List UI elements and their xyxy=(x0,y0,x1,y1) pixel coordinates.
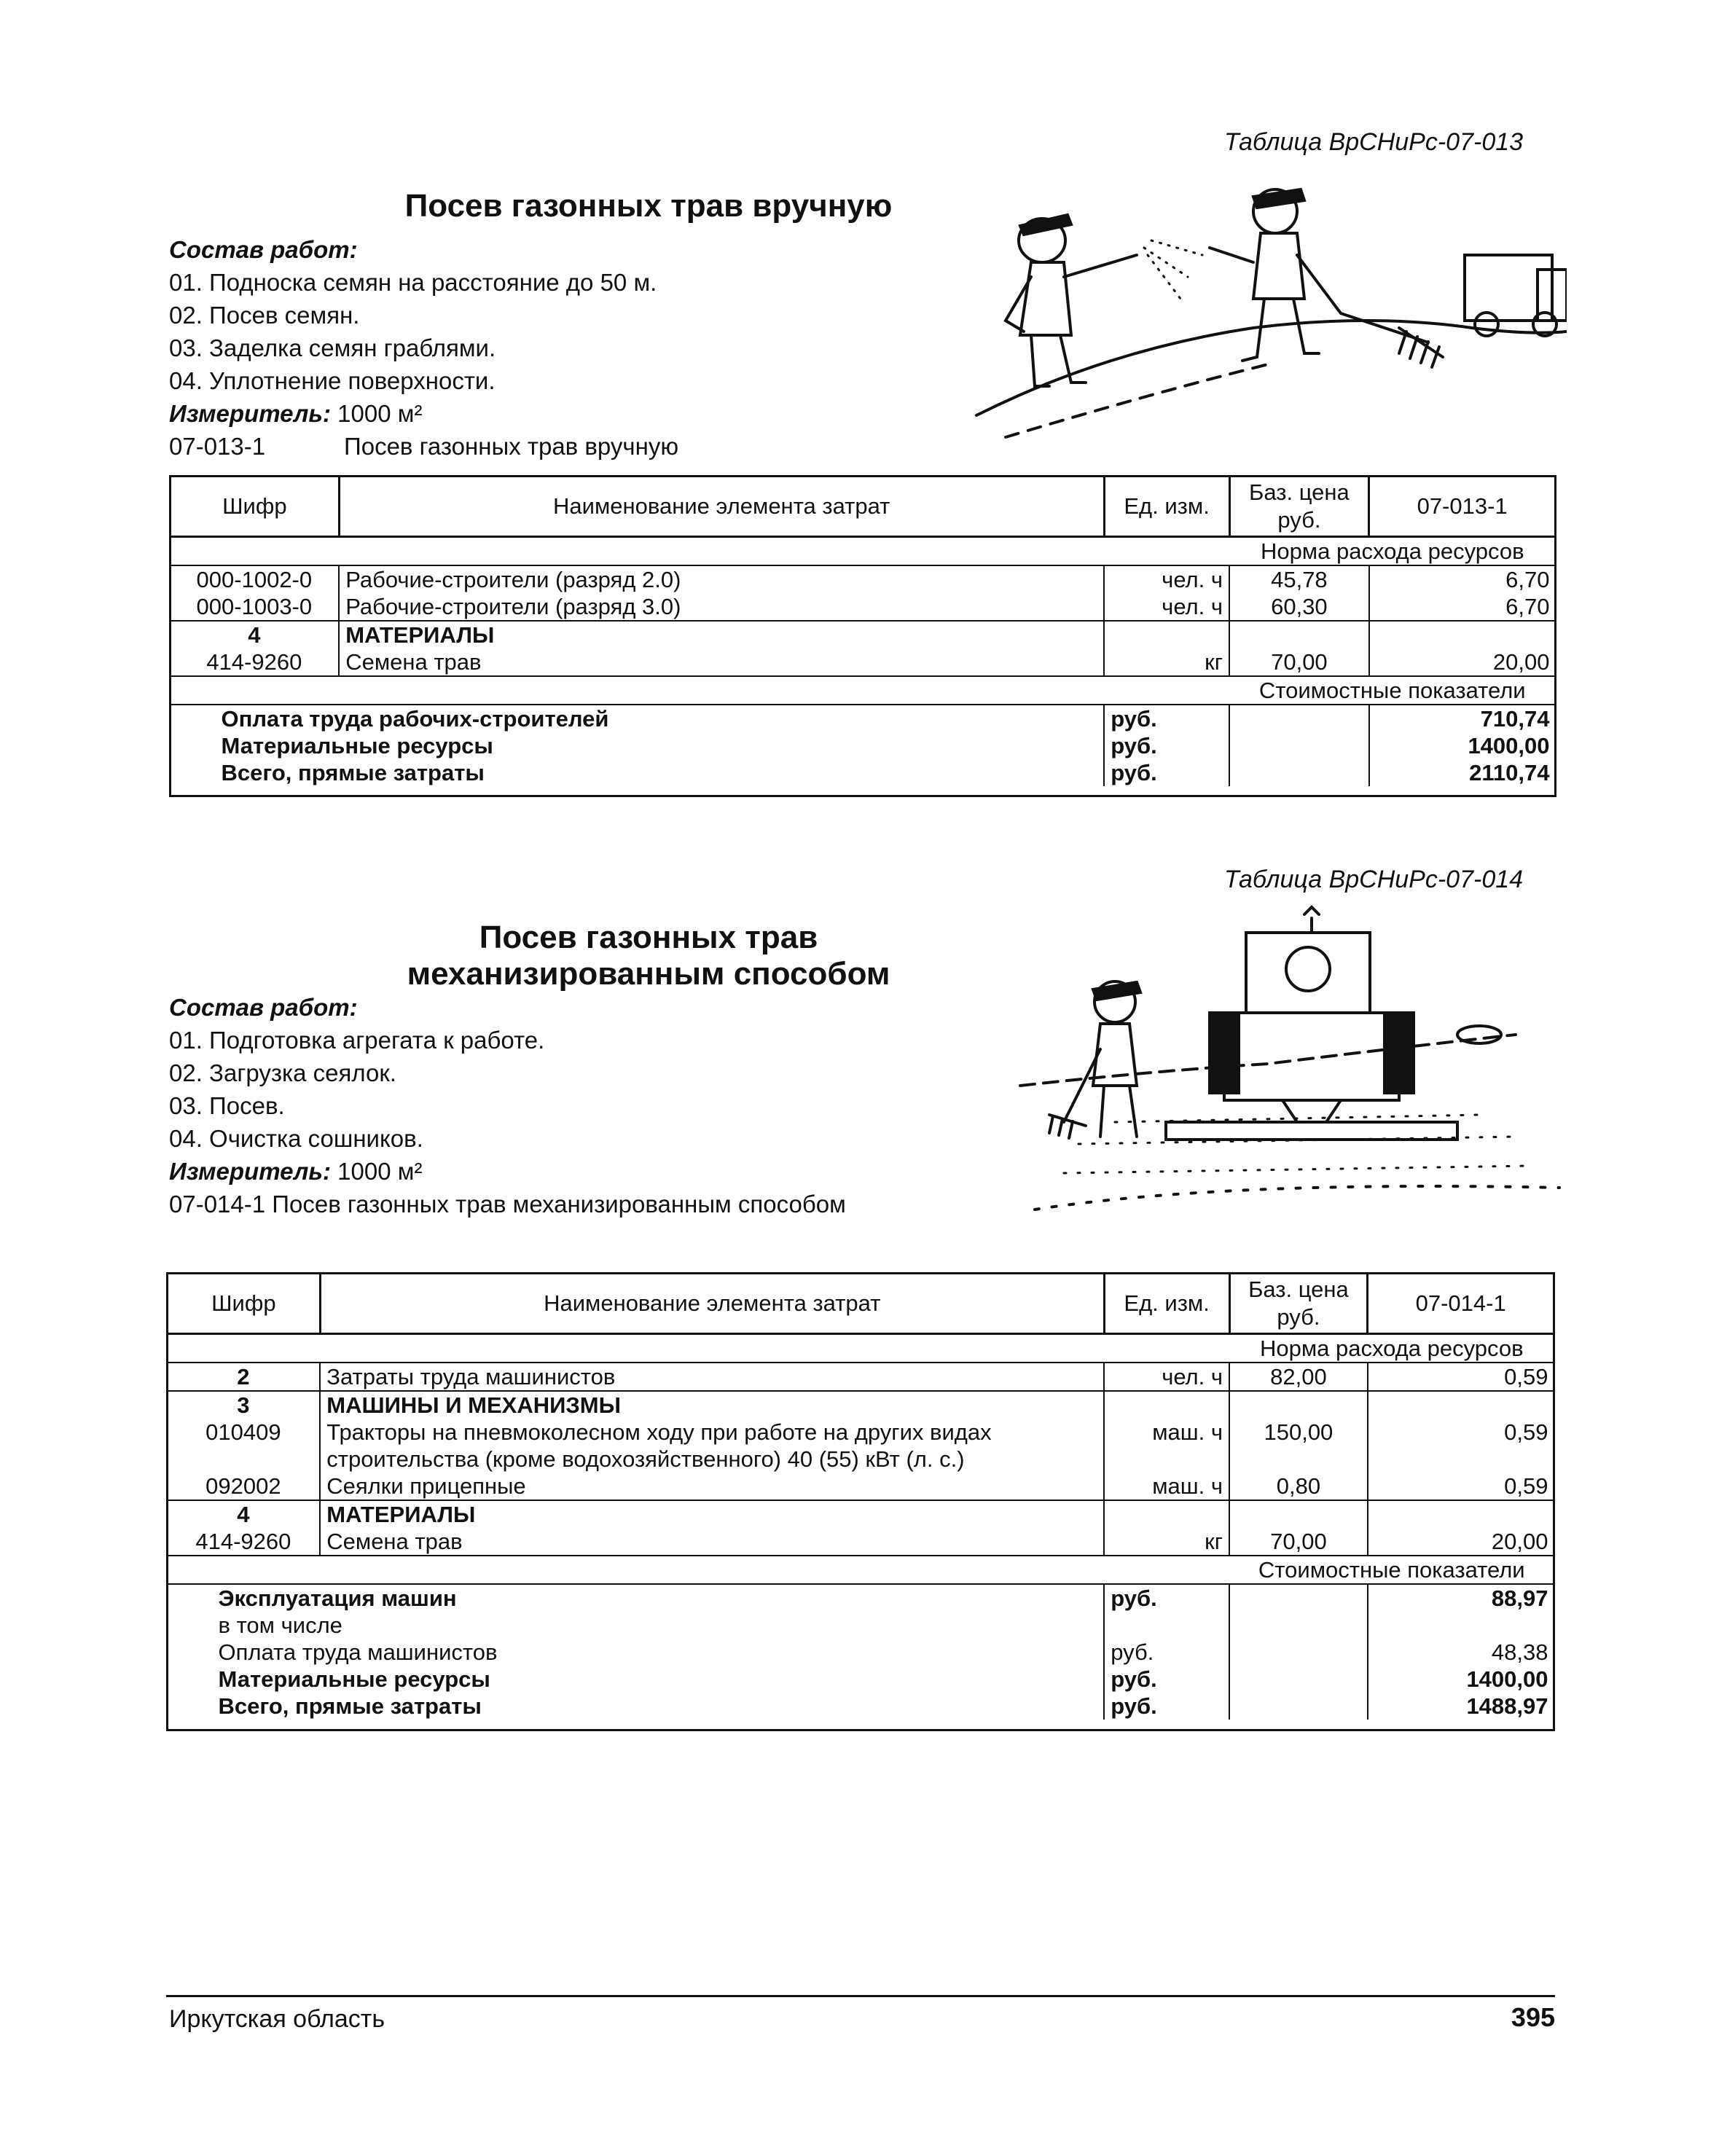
table-row: 414-9260 Семена трав кг 70,00 20,00 xyxy=(168,1528,1554,1556)
footer-rule xyxy=(166,1995,1555,1997)
total-row: в том числе xyxy=(168,1612,1554,1639)
work-item: 02. Загрузка сеялок. xyxy=(169,1059,396,1086)
code-line: 07-013-1 Посев газонных трав вручную xyxy=(169,433,679,460)
table-row: 000-1002-0 Рабочие-строители (разряд 2.0) чел. ч 45,78 6,70 xyxy=(171,565,1556,593)
table-row: 092002 Сеялки прицепные маш. ч 0,80 0,59 xyxy=(168,1473,1554,1500)
table-caption-2: Таблица ВрСНиРс-07-014 xyxy=(1224,866,1524,893)
total-row: Материальные ресурсы руб. 1400,00 xyxy=(168,1666,1554,1693)
cost-row: Стоимостные показатели xyxy=(168,1556,1554,1584)
col-shifr: Шифр xyxy=(168,1274,321,1334)
col-price: Баз. цена руб. xyxy=(1229,1274,1368,1334)
total-row: Оплата труда машинистов руб. 48,38 xyxy=(168,1639,1554,1666)
work-label: Состав работ: xyxy=(169,994,358,1021)
work-item: 04. Уплотнение поверхности. xyxy=(169,367,496,394)
footer-region: Иркутская область xyxy=(169,2005,385,2033)
table-row: 000-1003-0 Рабочие-строители (разряд 3.0) чел. ч 60,30 6,70 xyxy=(171,593,1556,621)
work-item: 02. Посев семян. xyxy=(169,302,360,329)
page-number: 395 xyxy=(1511,2002,1555,2032)
table-row: 414-9260 Семена трав кг 70,00 20,00 xyxy=(171,648,1556,676)
illustration-sowing-manual xyxy=(962,175,1567,452)
measure-line: Измеритель: 1000 м² xyxy=(169,400,423,427)
work-item: 01. Подготовка агрегата к работе. xyxy=(169,1027,545,1054)
table-row: 010409 Тракторы на пневмоколесном ходу при работе на других видах строительства (кроме водохозяйственного) 40 (55) кВт (л. с.) маш. ч 150,00 0,59 xyxy=(168,1419,1554,1473)
work-item: 03. Посев. xyxy=(169,1092,285,1119)
total-row: Эксплуатация машин руб. 88,97 xyxy=(168,1584,1554,1612)
col-unit: Ед. изм. xyxy=(1104,477,1229,537)
col-unit: Ед. изм. xyxy=(1104,1274,1229,1334)
cost-row: Стоимостные показатели xyxy=(171,676,1556,705)
table-header xyxy=(168,1274,1554,1334)
work-item: 01. Подноска семян на расстояние до 50 м. xyxy=(169,269,657,296)
measure-line: Измеритель: 1000 м² xyxy=(169,1158,423,1185)
col-code: 07-013-1 xyxy=(1369,477,1556,537)
table-row: 2 Затраты труда машинистов чел. ч 82,00 0,59 xyxy=(168,1363,1554,1391)
work-block-2 xyxy=(169,991,971,1220)
code-line: 07-014-1 Посев газонных трав механизированным способом xyxy=(169,1191,846,1218)
total-row: Оплата труда рабочих-строителей руб. 710,74 xyxy=(171,705,1556,732)
table-row: 3 МАШИНЫ И МЕХАНИЗМЫ xyxy=(168,1391,1554,1419)
work-item: 03. Заделка семян граблями. xyxy=(169,334,496,361)
work-label: Состав работ: xyxy=(169,236,358,263)
col-code: 07-014-1 xyxy=(1368,1274,1554,1334)
title-line: Посев газонных трав xyxy=(479,920,818,955)
norm-row: Норма расхода ресурсов xyxy=(168,1334,1554,1363)
total-row: Материальные ресурсы руб. 1400,00 xyxy=(171,732,1556,759)
col-shifr: Шифр xyxy=(171,477,340,537)
table-header xyxy=(171,477,1556,537)
section-title-1: Посев газонных трав вручную xyxy=(404,188,893,224)
section-title-2 xyxy=(364,920,933,992)
col-price: Баз. цена руб. xyxy=(1229,477,1369,537)
col-name: Наименование элемента затрат xyxy=(320,1274,1104,1334)
norm-row: Норма расхода ресурсов xyxy=(171,537,1556,566)
resource-table-1 xyxy=(169,475,1556,786)
table-row: 4 МАТЕРИАЛЫ xyxy=(168,1500,1554,1528)
total-row: Всего, прямые затраты руб. 1488,97 xyxy=(168,1693,1554,1720)
total-row: Всего, прямые затраты руб. 2110,74 xyxy=(171,759,1556,786)
table-row: 4 МАТЕРИАЛЫ xyxy=(171,621,1556,648)
col-name: Наименование элемента затрат xyxy=(339,477,1104,537)
table-caption-1: Таблица ВрСНиРс-07-013 xyxy=(1224,128,1524,156)
work-block-1 xyxy=(169,233,767,463)
title-line: механизированным способом xyxy=(407,956,890,992)
resource-table-2 xyxy=(166,1272,1555,1720)
work-item: 04. Очистка сошников. xyxy=(169,1125,423,1152)
illustration-sowing-tractor xyxy=(1006,903,1574,1231)
